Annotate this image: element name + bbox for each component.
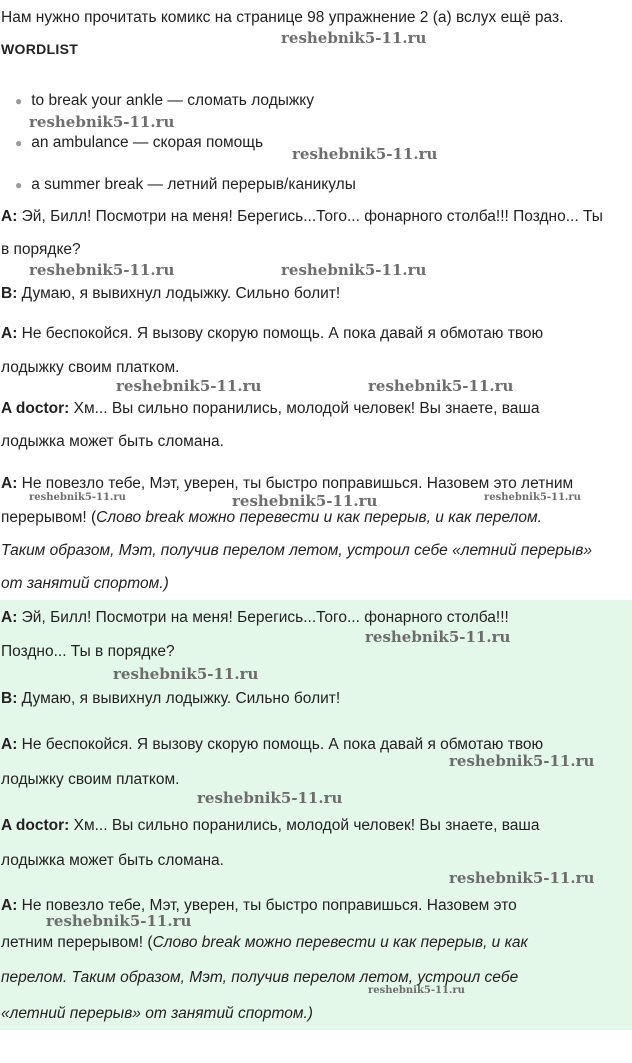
dialogue-line: лодыжка может быть сломана. <box>1 852 224 869</box>
watermark: reshebnik5-11.ru <box>368 377 514 395</box>
wordlist-item: ● a summer break — летний перерыв/каникулы <box>15 176 356 193</box>
dialogue-line: от занятий спортом.) <box>1 575 169 592</box>
dialogue-line: A: Не беспокойся. Я вызову скорую помощь. А пока давай я обмотаю твою <box>1 736 544 753</box>
dialogue-line: A: Не повезло тебе, Мэт, уверен, ты быстро поправишься. Назовем это летним <box>1 475 574 492</box>
watermark: reshebnik5-11.ru <box>29 113 175 131</box>
watermark: reshebnik5-11.ru <box>484 492 581 503</box>
dialogue-line: в порядке? <box>1 241 81 258</box>
watermark: reshebnik5-11.ru <box>281 261 427 279</box>
dialogue-line: Таким образом, Мэт, получив перелом летом, устроил себе «летний перерыв» <box>1 542 593 559</box>
watermark: reshebnik5-11.ru <box>29 492 126 503</box>
dialogue-line: летним перерывом! (Слово break можно перевести и как перерыв, и как <box>1 934 528 951</box>
dialogue-line: A doctor: Хм... Вы сильно поранились, молодой человек! Вы знаете, ваша <box>1 400 540 417</box>
dialogue-line: B: Думаю, я вывихнул лодыжку. Сильно болит! <box>1 690 341 707</box>
watermark: reshebnik5-11.ru <box>449 752 595 770</box>
watermark: reshebnik5-11.ru <box>29 261 175 279</box>
dialogue-line: A: Не беспокойся. Я вызову скорую помощь. А пока давай я обмотаю твою <box>1 325 544 342</box>
wordlist-title: WORDLIST <box>1 41 79 57</box>
bullet-icon: ● <box>15 178 23 192</box>
bullet-icon: ● <box>15 136 23 150</box>
watermark: reshebnik5-11.ru <box>292 145 438 163</box>
watermark: reshebnik5-11.ru <box>46 912 192 930</box>
dialogue-line: A: Эй, Билл! Посмотри на меня! Берегись...Того... фонарного столба!!! Поздно... Ты <box>1 208 603 225</box>
watermark: reshebnik5-11.ru <box>232 492 378 510</box>
dialogue-line: A: Эй, Билл! Посмотри на меня! Берегись...Того... фонарного столба!!! <box>1 609 509 626</box>
wordlist-item: ● an ambulance — скорая помощь <box>15 134 264 151</box>
watermark: reshebnik5-11.ru <box>281 29 427 47</box>
wordlist-item: ● to break your ankle — сломать лодыжку <box>15 92 314 109</box>
dialogue-line: лодыжка может быть сломана. <box>1 433 224 450</box>
dialogue-line: перерывом! (Слово break можно перевести и как перерыв, и как перелом. <box>1 509 542 526</box>
watermark: reshebnik5-11.ru <box>116 377 262 395</box>
dialogue-line: A doctor: Хм... Вы сильно поранились, молодой человек! Вы знаете, ваша <box>1 817 540 834</box>
watermark: reshebnik5-11.ru <box>365 628 511 646</box>
dialogue-line: перелом. Таким образом, Мэт, получив перелом летом, устроил себе <box>1 969 519 986</box>
dialogue-line: лодыжку своим платком. <box>1 771 180 788</box>
dialogue-line: «летний перерыв» от занятий спортом.) <box>1 1005 313 1022</box>
dialogue-line: Поздно... Ты в порядке? <box>1 643 175 660</box>
intro-text: Нам нужно прочитать комикс на странице 98 упражнение 2 (а) вслух ещё раз. <box>1 9 564 26</box>
watermark: reshebnik5-11.ru <box>368 985 465 996</box>
bullet-icon: ● <box>15 94 23 108</box>
watermark: reshebnik5-11.ru <box>449 869 595 887</box>
dialogue-line: A: Не повезло тебе, Мэт, уверен, ты быстро поправишься. Назовем это <box>1 897 517 914</box>
dialogue-line: B: Думаю, я вывихнул лодыжку. Сильно болит! <box>1 285 341 302</box>
highlight-block <box>0 600 632 1030</box>
dialogue-line: лодыжку своим платком. <box>1 359 180 376</box>
watermark: reshebnik5-11.ru <box>197 789 343 807</box>
watermark: reshebnik5-11.ru <box>113 665 259 683</box>
